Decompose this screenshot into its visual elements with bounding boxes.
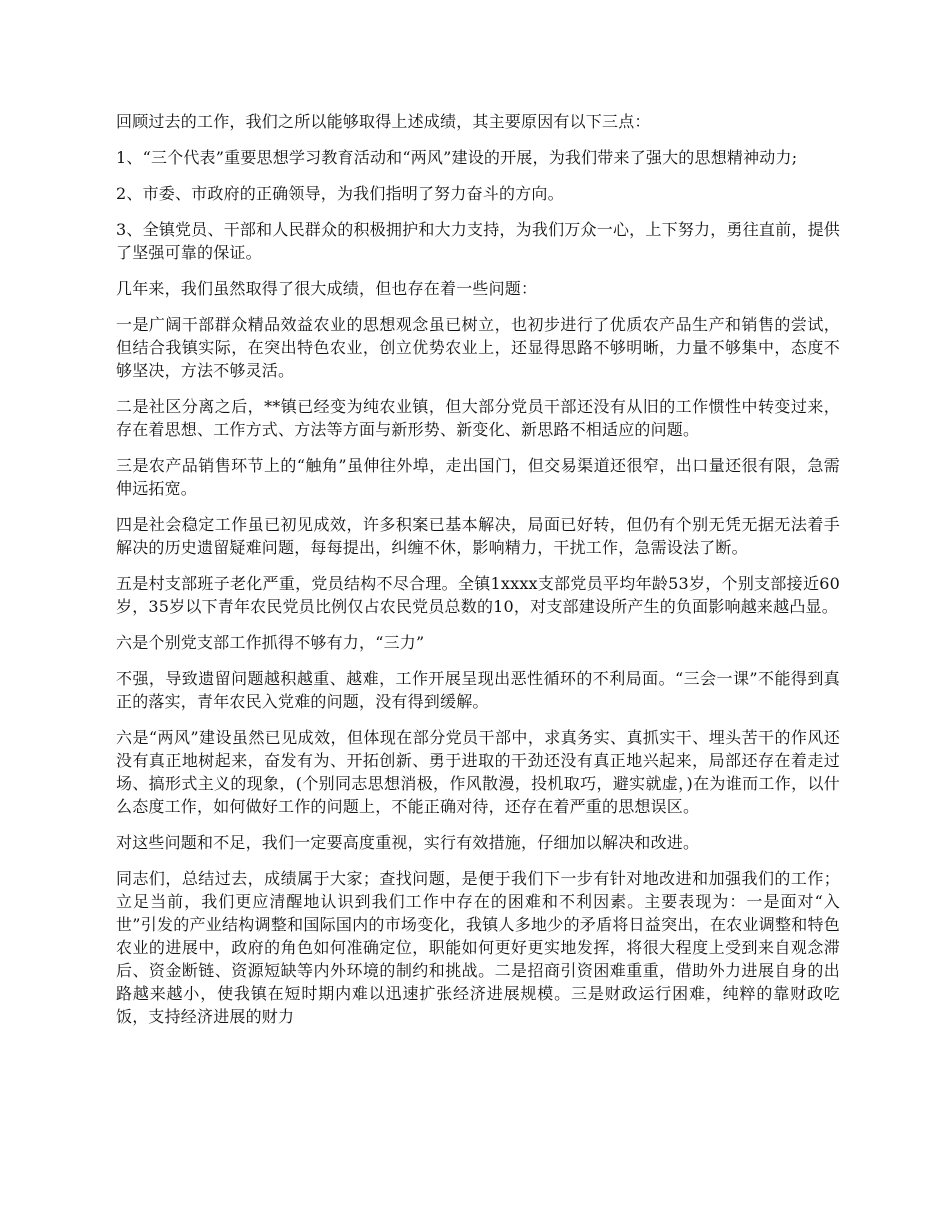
paragraph-13: 六是“两风”建设虽然已见成效，但体现在部分党员干部中，求真务实、真抓实干、埋头苦干的作风还没有真正地树起来，奋发有为、开拓创新、勇于进取的干劲还没有真正地兴起来，局部还存在着走过场、搞形式主义的现象，(个别同志思想消极，作风散漫，投机取巧，避实就虚，)在为谁而工作，以什么态度工作，如何做好工作的问题上，不能正确对待，还存在着严重的思想误区。 [116,728,840,816]
paragraph-12: 不强，导致遗留问题越积越重、越难，工作开展呈现出恶性循环的不利局面。“三会一课”不能得到真正的落实，青年农民入党难的问题，没有得到缓解。 [116,669,840,711]
paragraph-15: 同志们，总结过去，成绩属于大家；查找问题，是便于我们下一步有针对地改进和加强我们的工作；立足当前，我们更应清醒地认识到我们工作中存在的困难和不利因素。主要表现为：一是面对“入世”引发的产业结构调整和国际国内的市场变化，我镇人多地少的矛盾将日益突出，在农业调整和特色农业的进展中，政府的角色如何准确定位，职能如何更好更实地发挥，将很大程度上受到来自观念滞后、资金断链、资源短缺等内外环境的制约和挑战。二是招商引资困难重重，借助外力进展自身的出路越来越小，使我镇在短时期内难以迅速扩张经济进展规模。三是财政运行困难，纯粹的靠财政吃饭，支持经济进展的财力 [116,869,840,1026]
paragraph-6: 一是广阔干部群众精品效益农业的思想观念虽已树立，也初步进行了优质农产品生产和销售的尝试，但结合我镇实际，在突出特色农业，创立优势农业上，还显得思路不够明晰，力量不够集中，态度不够坚决，方法不够灵活。 [116,315,840,380]
paragraph-1: 回顾过去的工作，我们之所以能够取得上述成绩，其主要原因有以下三点： [116,112,651,131]
paragraph-2: 1、“三个代表”重要思想学习教育活动和“两风”建设的开展，为我们带来了强大的思想精神动力; [116,148,798,167]
paragraph-4: 3、全镇党员、干部和人民群众的积极拥护和大力支持，为我们万众一心，上下努力，勇往直前，提供了坚强可靠的保证。 [116,220,840,262]
paragraph-14: 对这些问题和不足，我们一定要高度重视，实行有效措施，仔细加以解决和改进。 [116,833,700,852]
paragraph-8: 三是农产品销售环节上的“触角”虽伸往外埠，走出国门，但交易渠道还很窄，出口量还很有限，急需伸远拓宽。 [116,456,840,498]
paragraph-9: 四是社会稳定工作虽已初见成效，许多积案已基本解决，局面已好转，但仍有个别无凭无据无法着手解决的历史遗留疑难问题，每每提出，纠缠不休，影响精力，干扰工作，急需设法了断。 [116,515,840,557]
paragraph-3: 2、市委、市政府的正确领导，为我们指明了努力奋斗的方向。 [116,184,564,203]
document-body [116,110,840,1041]
paragraph-11: 六是个别党支部工作抓得不够有力，“三力” [116,633,425,652]
paragraph-5: 几年来，我们虽然取得了很大成绩，但也存在着一些问题： [116,279,538,298]
paragraph-10: 五是村支部班子老化严重，党员结构不尽合理。全镇1xxxx支部党员平均年龄53岁，个别支部接近60岁，35岁以下青年农民党员比例仅占农民党员总数的10，对支部建设所产生的负面影响越来越凸显。 [116,574,840,616]
paragraph-7: 二是社区分离之后，**镇已经变为纯农业镇，但大部分党员干部还没有从旧的工作惯性中转变过来，存在着思想、工作方式、方法等方面与新形势、新变化、新思路不相适应的问题。 [116,397,840,439]
